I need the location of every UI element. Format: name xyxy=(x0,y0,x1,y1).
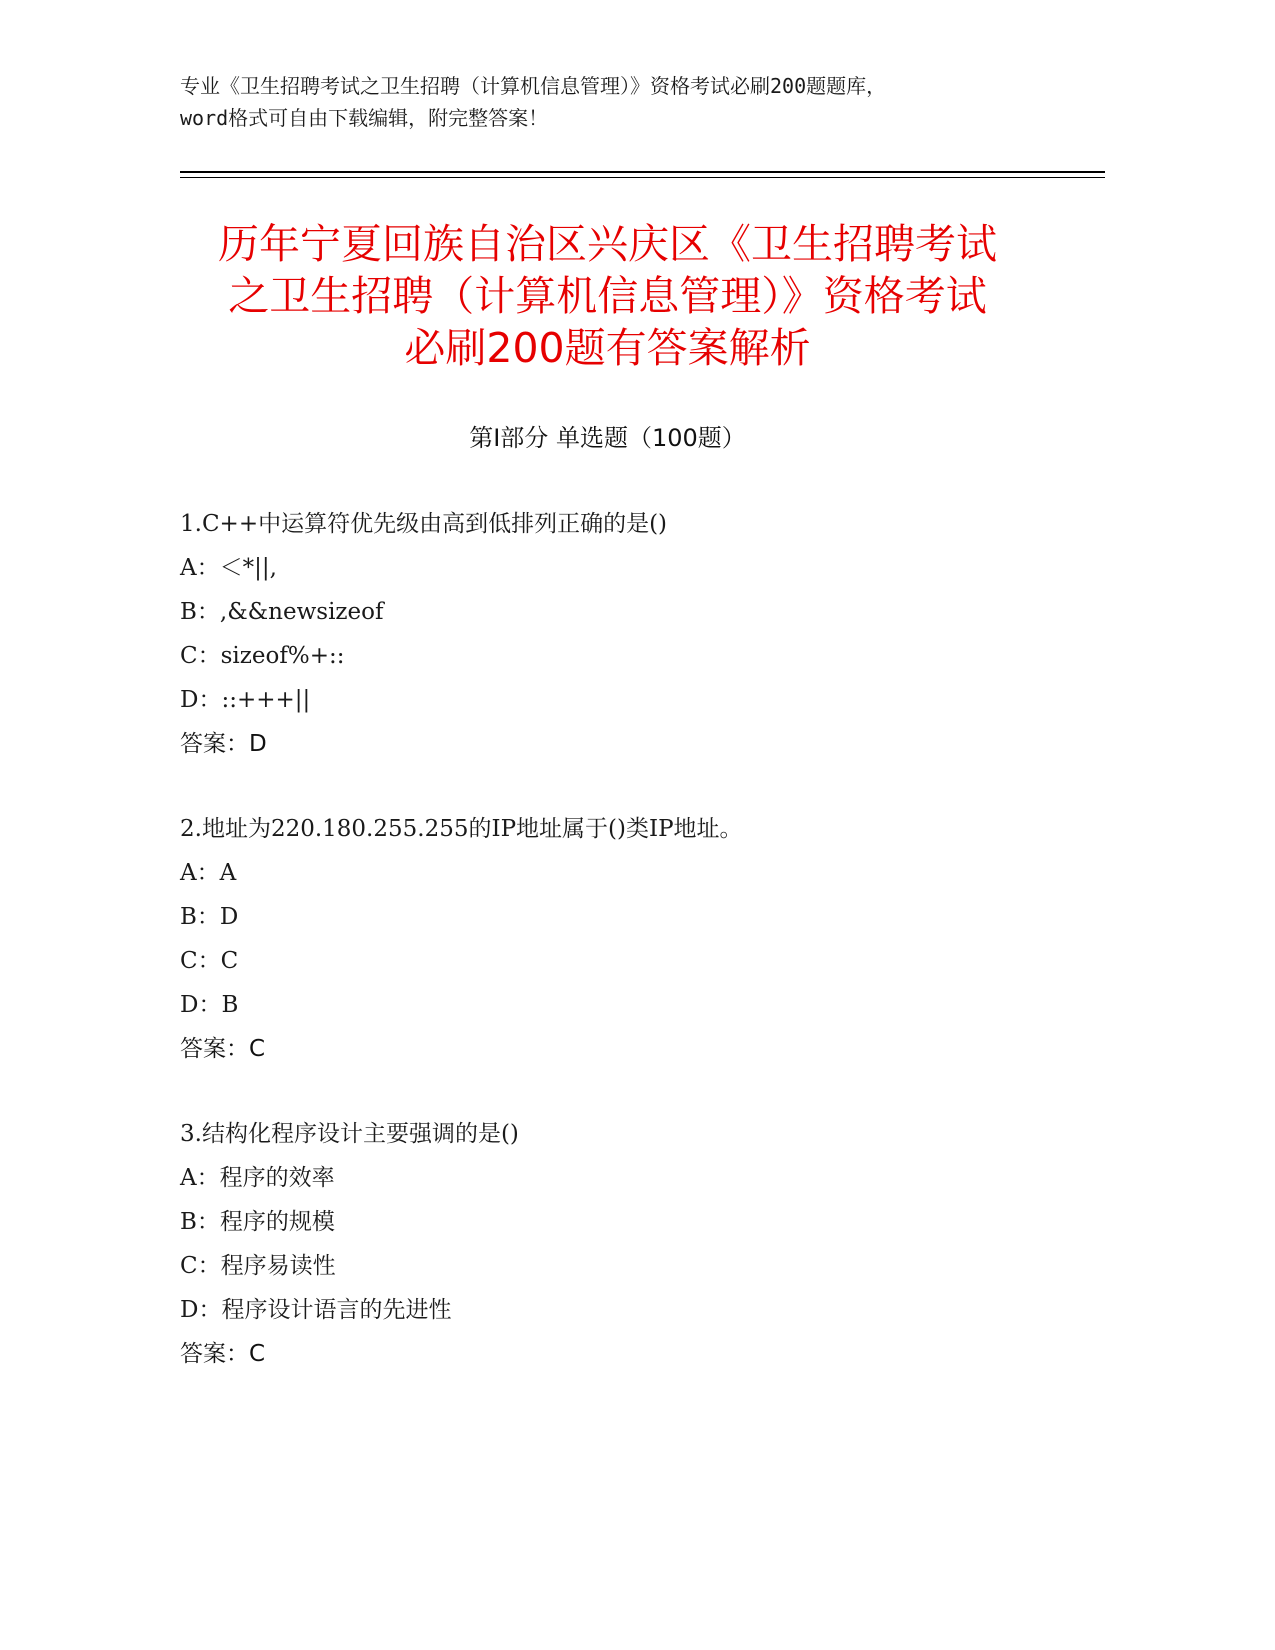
header-note-line-2: word格式可自由下载编辑，附完整答案！ xyxy=(180,106,549,130)
option-d: D：::+++|| xyxy=(180,687,311,713)
header-divider-thick xyxy=(180,171,1105,173)
document-title-line-3: 必刷200题有答案解析 xyxy=(404,324,811,372)
option-a: A：程序的效率 xyxy=(180,1165,335,1191)
document-title-line-1: 历年宁夏回族自治区兴庆区《卫生招聘考试 xyxy=(218,220,997,268)
answer: 答案：D xyxy=(180,731,267,757)
option-b: B：D xyxy=(180,904,239,930)
option-c: C：sizeof%+:: xyxy=(180,643,345,669)
question-2 xyxy=(180,807,1080,1071)
document-title xyxy=(150,218,1065,374)
option-a: A：＜*||, xyxy=(180,555,277,581)
option-b: B：程序的规模 xyxy=(180,1209,335,1235)
document-title-line-2: 之卫生招聘（计算机信息管理）》资格考试 xyxy=(228,272,987,320)
question-stem: 2.地址为220.180.255.255的IP地址属于()类IP地址。 xyxy=(180,816,743,842)
option-d: D：B xyxy=(180,992,239,1018)
answer: 答案：C xyxy=(180,1341,266,1367)
answer: 答案：C xyxy=(180,1036,266,1062)
option-c: C：C xyxy=(180,948,239,974)
option-c: C：程序易读性 xyxy=(180,1253,336,1279)
section-heading: 第Ⅰ部分 单选题（100题） xyxy=(469,424,746,452)
option-b: B：,&&newsizeof xyxy=(180,599,384,625)
option-d: D：程序设计语言的先进性 xyxy=(180,1297,452,1323)
header-divider-thin xyxy=(180,177,1105,178)
question-stem: 1.C++中运算符优先级由高到低排列正确的是() xyxy=(180,511,668,537)
header-note-line-1: 专业《卫生招聘考试之卫生招聘（计算机信息管理）》资格考试必刷200题题库， xyxy=(180,74,887,98)
header-note xyxy=(180,70,1100,134)
question-1 xyxy=(180,502,1080,766)
option-a: A：A xyxy=(180,860,237,886)
question-3 xyxy=(180,1112,1080,1376)
question-stem: 3.结构化程序设计主要强调的是() xyxy=(180,1121,519,1147)
